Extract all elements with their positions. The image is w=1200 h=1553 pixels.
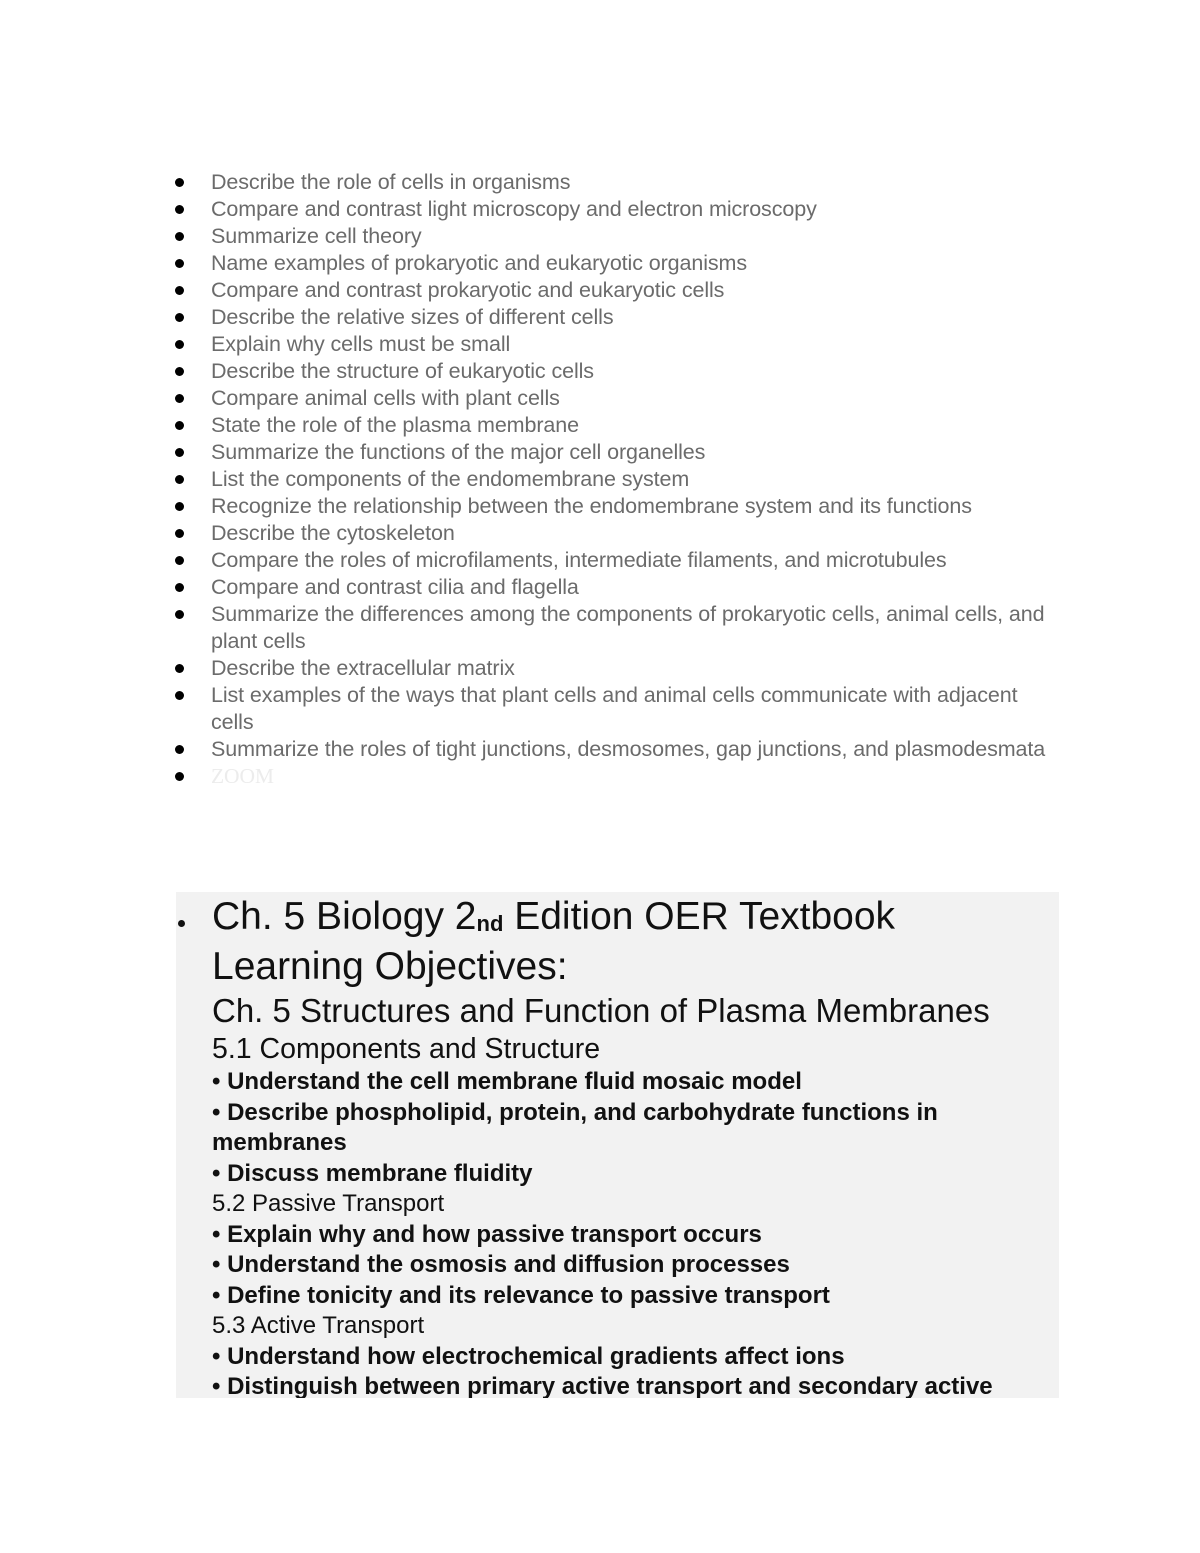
bullet-icon (175, 259, 184, 268)
list-item: Describe the structure of eukaryotic cells (170, 358, 1060, 385)
objective-item: • Understand the cell membrane fluid mosaic model (212, 1068, 802, 1095)
bullet-icon (175, 232, 184, 241)
objective-item: • Distinguish between primary active transport and secondary active (212, 1373, 993, 1398)
bullet-icon (175, 529, 184, 538)
bullet-icon (175, 556, 184, 565)
section-heading: 5.3 Active Transport (212, 1312, 425, 1339)
bullet-icon (175, 745, 184, 754)
bullet-icon (175, 421, 184, 430)
bullet-icon (175, 313, 184, 322)
chapter-content (212, 894, 1057, 1398)
bullet-icon (175, 664, 184, 673)
bullet-icon (175, 205, 184, 214)
bullet-icon (175, 178, 184, 187)
list-item: List the components of the endomembrane system (170, 466, 1060, 493)
bullet-icon (175, 394, 184, 403)
bullet-icon (175, 367, 184, 376)
list-item: Compare and contrast cilia and flagella (170, 574, 1060, 601)
list-item: Compare and contrast light microscopy and electron microscopy (170, 196, 1060, 223)
list-item: Describe the relative sizes of different cells (170, 304, 1060, 331)
list-item: Describe the extracellular matrix (170, 655, 1060, 682)
list-item: Explain why cells must be small (170, 331, 1060, 358)
bullet-icon (178, 920, 185, 927)
bullet-icon (175, 475, 184, 484)
bullet-icon (175, 502, 184, 511)
bullet-icon (175, 610, 184, 619)
list-item: Compare the roles of microfilaments, intermediate filaments, and microtubules (170, 547, 1060, 574)
list-item: State the role of the plasma membrane (170, 412, 1060, 439)
list-item: Compare animal cells with plant cells (170, 385, 1060, 412)
bullet-icon (175, 583, 184, 592)
list-item: Recognize the relationship between the endomembrane system and its functions (170, 493, 1060, 520)
bullet-icon (175, 448, 184, 457)
objective-item: • Discuss membrane fluidity (212, 1159, 533, 1187)
list-item: Summarize the functions of the major cell organelles (170, 439, 1060, 466)
list-item: Summarize cell theory (170, 223, 1060, 250)
chapter-title: Ch. 5 Biology 2nd Edition OER Textbook Learning Objectives: (212, 895, 896, 988)
objective-item: • Describe phospholipid, protein, and carbohydrate functions in membranes (212, 1098, 938, 1156)
objective-item: • Define tonicity and its relevance to passive transport (212, 1281, 830, 1309)
list-item: Summarize the roles of tight junctions, desmosomes, gap junctions, and plasmodesmata (170, 736, 1060, 763)
list-item: Name examples of prokaryotic and eukaryotic organisms (170, 250, 1060, 277)
bullet-icon (175, 340, 184, 349)
zoom-link[interactable]: ZOOM (170, 763, 1060, 790)
chapter-subtitle: Ch. 5 Structures and Function of Plasma Membranes (212, 992, 990, 1029)
objective-item: • Understand how electrochemical gradients affect ions (212, 1342, 845, 1370)
objective-item: • Explain why and how passive transport occurs (212, 1220, 762, 1248)
chapter-5-objectives-box (176, 892, 1059, 1398)
section-heading: 5.2 Passive Transport (212, 1190, 445, 1217)
bullet-icon (175, 286, 184, 295)
list-item: Describe the role of cells in organisms (170, 169, 1060, 196)
list-item: Compare and contrast prokaryotic and eukaryotic cells (170, 277, 1060, 304)
learning-objectives-list (170, 169, 1060, 790)
objective-item: • Understand the osmosis and diffusion processes (212, 1251, 790, 1278)
bullet-icon (175, 772, 184, 781)
list-item: Summarize the differences among the components of prokaryotic cells, animal cells, and plant cells (170, 601, 1060, 655)
list-item: List examples of the ways that plant cells and animal cells communicate with adjacent cells (170, 682, 1060, 736)
bullet-icon (175, 691, 184, 700)
section-heading: 5.1 Components and Structure (212, 1033, 601, 1065)
list-item: Describe the cytoskeleton (170, 520, 1060, 547)
